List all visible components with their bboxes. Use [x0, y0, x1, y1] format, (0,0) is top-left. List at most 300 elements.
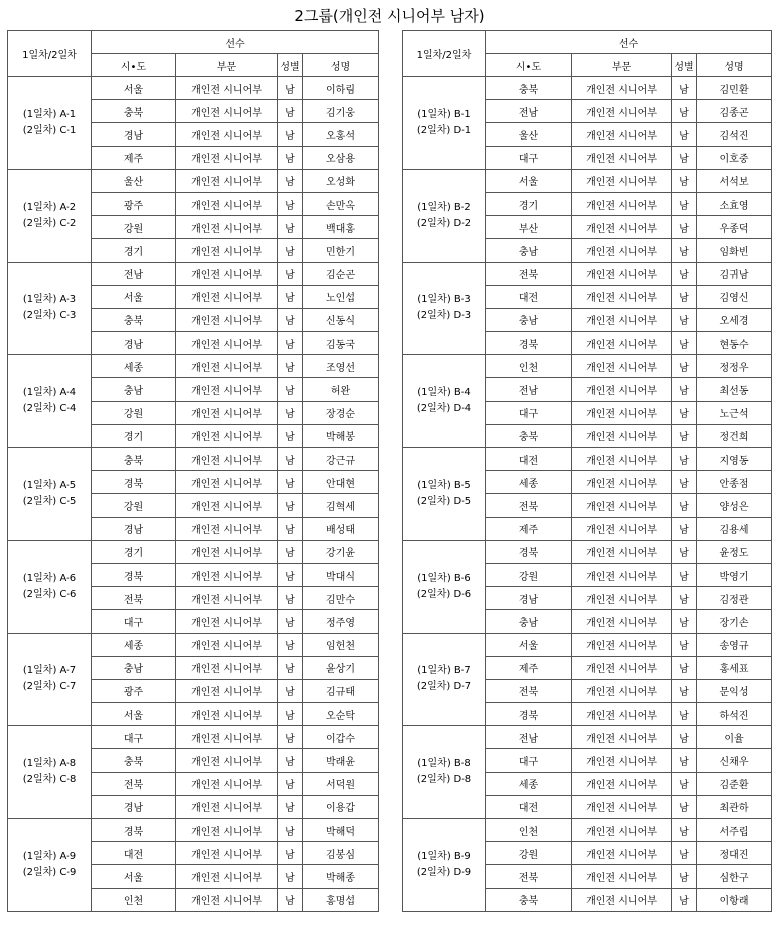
gender-cell: 남 [672, 285, 697, 308]
name-cell: 김혁세 [303, 494, 379, 517]
table-row [8, 77, 379, 100]
name-cell: 우종덕 [697, 216, 772, 239]
division-cell: 개인전 시니어부 [572, 587, 672, 610]
region-cell: 울산 [486, 123, 572, 146]
region-cell: 인천 [486, 819, 572, 842]
region-cell: 세종 [486, 471, 572, 494]
gender-cell: 남 [672, 262, 697, 285]
division-cell: 개인전 시니어부 [176, 703, 278, 726]
group-label-line: (1일차) A-2 [22, 201, 77, 213]
division-cell: 개인전 시니어부 [176, 401, 278, 424]
region-cell: 서울 [92, 77, 176, 100]
division-cell: 개인전 시니어부 [572, 633, 672, 656]
division-cell: 개인전 시니어부 [572, 517, 672, 540]
group-label-line: (1일차) B-5 [417, 479, 471, 491]
name-cell: 오세경 [697, 308, 772, 331]
group-label [8, 355, 92, 448]
group-label-line: (1일차) A-8 [22, 758, 77, 770]
gender-cell: 남 [672, 610, 697, 633]
region-cell: 세종 [92, 633, 176, 656]
region-cell: 경기 [92, 540, 176, 563]
name-cell: 심한구 [697, 865, 772, 888]
division-cell: 개인전 시니어부 [176, 656, 278, 679]
group-label [403, 448, 486, 541]
name-cell: 이하림 [303, 77, 379, 100]
division-cell: 개인전 시니어부 [572, 355, 672, 378]
region-cell: 대구 [92, 726, 176, 749]
region-cell: 강원 [486, 563, 572, 586]
division-cell: 개인전 시니어부 [572, 262, 672, 285]
gender-cell: 남 [672, 540, 697, 563]
name-header: 성명 [303, 54, 379, 77]
region-cell: 서울 [486, 633, 572, 656]
table-row [403, 726, 772, 749]
name-cell: 배성태 [303, 517, 379, 540]
name-cell: 홍세표 [697, 656, 772, 679]
group-label-line: (2일차) D-9 [416, 866, 472, 878]
gender-cell: 남 [278, 888, 303, 911]
region-cell: 전북 [92, 587, 176, 610]
gender-cell: 남 [672, 517, 697, 540]
division-cell: 개인전 시니어부 [572, 471, 672, 494]
name-cell: 김만수 [303, 587, 379, 610]
division-cell: 개인전 시니어부 [176, 216, 278, 239]
region-cell: 서울 [92, 703, 176, 726]
division-cell: 개인전 시니어부 [572, 146, 672, 169]
gender-cell: 남 [278, 656, 303, 679]
group-label-line: (1일차) A-4 [22, 387, 77, 399]
gender-cell: 남 [672, 726, 697, 749]
gender-cell: 남 [278, 703, 303, 726]
group-label-line: (2일차) C-6 [22, 588, 77, 600]
region-cell: 세종 [486, 772, 572, 795]
group-label-line: (1일차) B-7 [417, 665, 471, 677]
group-label-line: (1일차) B-3 [417, 294, 471, 306]
gender-cell: 남 [278, 563, 303, 586]
group-label-line: (2일차) D-3 [416, 310, 472, 322]
division-cell: 개인전 시니어부 [572, 726, 672, 749]
name-cell: 윤상기 [303, 656, 379, 679]
gender-cell: 남 [278, 308, 303, 331]
region-cell: 대전 [486, 285, 572, 308]
gender-cell: 남 [672, 563, 697, 586]
division-cell: 개인전 시니어부 [176, 888, 278, 911]
name-cell: 소효영 [697, 192, 772, 215]
region-cell: 대구 [486, 401, 572, 424]
division-header: 부문 [572, 54, 672, 77]
name-cell: 최선동 [697, 378, 772, 401]
group-label [403, 169, 486, 262]
name-cell: 박래윤 [303, 749, 379, 772]
gender-cell: 남 [278, 285, 303, 308]
division-cell: 개인전 시니어부 [572, 332, 672, 355]
gender-cell: 남 [278, 494, 303, 517]
division-cell: 개인전 시니어부 [572, 424, 672, 447]
name-cell: 오순탁 [303, 703, 379, 726]
name-cell: 홍명섭 [303, 888, 379, 911]
region-cell: 충남 [92, 656, 176, 679]
division-cell: 개인전 시니어부 [176, 332, 278, 355]
table-row [403, 262, 772, 285]
gender-cell: 남 [278, 726, 303, 749]
gender-cell: 남 [672, 100, 697, 123]
name-header: 성명 [697, 54, 772, 77]
gender-cell: 남 [672, 332, 697, 355]
name-cell: 허완 [303, 378, 379, 401]
group-label-line: (1일차) A-3 [22, 294, 77, 306]
division-cell: 개인전 시니어부 [176, 169, 278, 192]
division-cell: 개인전 시니어부 [572, 540, 672, 563]
region-cell: 강원 [92, 494, 176, 517]
player-header: 선수 [486, 31, 772, 54]
region-cell: 인천 [486, 355, 572, 378]
table-row [403, 540, 772, 563]
division-cell: 개인전 시니어부 [572, 656, 672, 679]
region-cell: 서울 [92, 285, 176, 308]
gender-cell: 남 [672, 448, 697, 471]
name-cell: 노근석 [697, 401, 772, 424]
region-cell: 전남 [486, 100, 572, 123]
name-cell: 김순곤 [303, 262, 379, 285]
gender-cell: 남 [672, 424, 697, 447]
gender-cell: 남 [672, 401, 697, 424]
group-label-line: (1일차) B-8 [417, 758, 471, 770]
page-title: 2그룹(개인전 시니어부 남자) [294, 7, 485, 25]
division-cell: 개인전 시니어부 [176, 285, 278, 308]
division-cell: 개인전 시니어부 [572, 123, 672, 146]
table-row [403, 819, 772, 842]
gender-cell: 남 [278, 448, 303, 471]
group-label [403, 77, 486, 170]
gender-cell: 남 [278, 424, 303, 447]
group-label-line: (2일차) D-2 [416, 217, 472, 229]
table-row [8, 633, 379, 656]
division-cell: 개인전 시니어부 [572, 865, 672, 888]
name-cell: 신채우 [697, 749, 772, 772]
name-cell: 김귀남 [697, 262, 772, 285]
division-cell: 개인전 시니어부 [176, 749, 278, 772]
region-cell: 울산 [92, 169, 176, 192]
name-cell: 박대식 [303, 563, 379, 586]
division-cell: 개인전 시니어부 [176, 819, 278, 842]
table-row [8, 355, 379, 378]
name-cell: 김영신 [697, 285, 772, 308]
gender-cell: 남 [278, 679, 303, 702]
region-cell: 제주 [486, 656, 572, 679]
region-cell: 전북 [486, 679, 572, 702]
division-cell: 개인전 시니어부 [572, 679, 672, 702]
name-cell: 김기웅 [303, 100, 379, 123]
region-cell: 부산 [486, 216, 572, 239]
name-cell: 김민환 [697, 77, 772, 100]
table-row [8, 169, 379, 192]
region-cell: 광주 [92, 192, 176, 215]
region-cell: 강원 [486, 842, 572, 865]
region-cell: 대구 [486, 146, 572, 169]
group-label-line: (1일차) B-1 [417, 108, 471, 120]
gender-cell: 남 [278, 378, 303, 401]
division-cell: 개인전 시니어부 [572, 610, 672, 633]
region-cell: 경북 [92, 563, 176, 586]
region-cell: 경북 [486, 703, 572, 726]
gender-cell: 남 [672, 633, 697, 656]
name-cell: 박해봉 [303, 424, 379, 447]
region-cell: 경북 [486, 332, 572, 355]
division-cell: 개인전 시니어부 [176, 587, 278, 610]
day-header: 1일차/2일차 [403, 31, 486, 77]
gender-cell: 남 [672, 239, 697, 262]
division-cell: 개인전 시니어부 [572, 819, 672, 842]
group-label-line: (2일차) C-7 [22, 681, 77, 693]
group-label [8, 77, 92, 170]
group-label-line: (2일차) D-6 [416, 588, 472, 600]
group-label-line: (2일차) C-2 [22, 217, 77, 229]
name-cell: 안종점 [697, 471, 772, 494]
name-cell: 손만옥 [303, 192, 379, 215]
gender-cell: 남 [278, 239, 303, 262]
gender-cell: 남 [278, 262, 303, 285]
region-cell: 서울 [92, 865, 176, 888]
group-label [403, 540, 486, 633]
group-label-line: (1일차) A-5 [22, 479, 77, 491]
region-cell: 세종 [92, 355, 176, 378]
gender-cell: 남 [278, 749, 303, 772]
gender-cell: 남 [672, 77, 697, 100]
division-cell: 개인전 시니어부 [572, 842, 672, 865]
name-cell: 장경순 [303, 401, 379, 424]
gender-header: 성별 [278, 54, 303, 77]
division-cell: 개인전 시니어부 [572, 494, 672, 517]
region-cell: 충북 [486, 888, 572, 911]
name-cell: 이항래 [697, 888, 772, 911]
name-cell: 임헌천 [303, 633, 379, 656]
bracket-table-left [7, 30, 379, 912]
name-cell: 노인섭 [303, 285, 379, 308]
name-cell: 오성화 [303, 169, 379, 192]
region-cell: 충북 [92, 100, 176, 123]
gender-cell: 남 [278, 332, 303, 355]
gender-cell: 남 [672, 123, 697, 146]
division-cell: 개인전 시니어부 [176, 540, 278, 563]
division-cell: 개인전 시니어부 [572, 401, 672, 424]
region-cell: 충북 [92, 308, 176, 331]
gender-cell: 남 [672, 819, 697, 842]
gender-cell: 남 [672, 494, 697, 517]
gender-cell: 남 [278, 123, 303, 146]
division-cell: 개인전 시니어부 [176, 563, 278, 586]
group-label-line: (2일차) D-7 [416, 681, 472, 693]
group-label-line: (2일차) D-4 [416, 403, 472, 415]
division-cell: 개인전 시니어부 [572, 888, 672, 911]
division-cell: 개인전 시니어부 [176, 192, 278, 215]
region-cell: 대구 [486, 749, 572, 772]
table-row [403, 448, 772, 471]
name-cell: 송영규 [697, 633, 772, 656]
group-label-line: (2일차) C-8 [22, 774, 77, 786]
division-cell: 개인전 시니어부 [572, 239, 672, 262]
group-label [403, 262, 486, 355]
division-cell: 개인전 시니어부 [176, 772, 278, 795]
gender-header: 성별 [672, 54, 697, 77]
division-cell: 개인전 시니어부 [176, 726, 278, 749]
gender-cell: 남 [672, 865, 697, 888]
division-cell: 개인전 시니어부 [176, 424, 278, 447]
division-cell: 개인전 시니어부 [176, 517, 278, 540]
region-cell: 충북 [486, 424, 572, 447]
gender-cell: 남 [672, 378, 697, 401]
region-cell: 전남 [92, 262, 176, 285]
group-label [8, 819, 92, 912]
name-cell: 정정우 [697, 355, 772, 378]
group-label-line: (1일차) B-6 [417, 572, 471, 584]
gender-cell: 남 [672, 703, 697, 726]
group-label-line: (1일차) B-2 [417, 201, 471, 213]
region-cell: 경북 [92, 819, 176, 842]
region-cell: 제주 [486, 517, 572, 540]
division-cell: 개인전 시니어부 [572, 749, 672, 772]
division-cell: 개인전 시니어부 [176, 262, 278, 285]
gender-cell: 남 [278, 216, 303, 239]
group-label-line: (2일차) C-4 [22, 403, 77, 415]
name-cell: 박영기 [697, 563, 772, 586]
gender-cell: 남 [278, 169, 303, 192]
gender-cell: 남 [278, 517, 303, 540]
division-cell: 개인전 시니어부 [176, 77, 278, 100]
name-cell: 김봉심 [303, 842, 379, 865]
name-cell: 백대홍 [303, 216, 379, 239]
gender-cell: 남 [672, 192, 697, 215]
region-cell: 경기 [92, 424, 176, 447]
gender-cell: 남 [672, 656, 697, 679]
division-cell: 개인전 시니어부 [572, 772, 672, 795]
name-cell: 김용세 [697, 517, 772, 540]
table-row [8, 540, 379, 563]
group-label-line: (1일차) B-4 [417, 387, 471, 399]
name-cell: 이율 [697, 726, 772, 749]
group-label-line: (2일차) D-1 [416, 124, 472, 136]
division-cell: 개인전 시니어부 [176, 100, 278, 123]
region-cell: 경남 [92, 795, 176, 818]
table-row [403, 169, 772, 192]
region-cell: 전남 [486, 378, 572, 401]
region-cell: 인천 [92, 888, 176, 911]
region-cell: 대전 [486, 795, 572, 818]
region-cell: 광주 [92, 679, 176, 702]
region-cell: 충남 [486, 239, 572, 262]
gender-cell: 남 [278, 355, 303, 378]
division-cell: 개인전 시니어부 [572, 216, 672, 239]
name-cell: 윤정도 [697, 540, 772, 563]
region-cell: 대전 [92, 842, 176, 865]
division-cell: 개인전 시니어부 [176, 633, 278, 656]
gender-cell: 남 [672, 842, 697, 865]
division-cell: 개인전 시니어부 [572, 77, 672, 100]
group-label-line: (1일차) A-1 [22, 108, 77, 120]
region-header: 시•도 [92, 54, 176, 77]
gender-cell: 남 [278, 100, 303, 123]
gender-cell: 남 [278, 587, 303, 610]
division-cell: 개인전 시니어부 [176, 355, 278, 378]
division-cell: 개인전 시니어부 [176, 308, 278, 331]
region-cell: 전북 [486, 494, 572, 517]
group-label [8, 448, 92, 541]
division-cell: 개인전 시니어부 [176, 378, 278, 401]
name-cell: 민한기 [303, 239, 379, 262]
name-cell: 지영동 [697, 448, 772, 471]
gender-cell: 남 [672, 679, 697, 702]
gender-cell: 남 [672, 146, 697, 169]
gender-cell: 남 [672, 888, 697, 911]
gender-cell: 남 [672, 308, 697, 331]
division-cell: 개인전 시니어부 [572, 192, 672, 215]
gender-cell: 남 [278, 610, 303, 633]
division-cell: 개인전 시니어부 [176, 123, 278, 146]
name-cell: 이호중 [697, 146, 772, 169]
player-header: 선수 [92, 31, 379, 54]
group-label-line: (2일차) D-8 [416, 774, 472, 786]
region-header: 시•도 [486, 54, 572, 77]
region-cell: 경북 [486, 540, 572, 563]
name-cell: 최관하 [697, 795, 772, 818]
division-cell: 개인전 시니어부 [176, 610, 278, 633]
gender-cell: 남 [672, 471, 697, 494]
region-cell: 대구 [92, 610, 176, 633]
name-cell: 김규태 [303, 679, 379, 702]
name-cell: 오삼용 [303, 146, 379, 169]
division-cell: 개인전 시니어부 [572, 563, 672, 586]
gender-cell: 남 [672, 772, 697, 795]
region-cell: 전북 [92, 772, 176, 795]
bracket-table-right [402, 30, 772, 912]
gender-cell: 남 [672, 749, 697, 772]
name-cell: 이갑수 [303, 726, 379, 749]
name-cell: 장기손 [697, 610, 772, 633]
region-cell: 전북 [486, 865, 572, 888]
gender-cell: 남 [278, 772, 303, 795]
region-cell: 전북 [486, 262, 572, 285]
group-label-line: (1일차) B-9 [417, 850, 471, 862]
gender-cell: 남 [672, 587, 697, 610]
gender-cell: 남 [672, 216, 697, 239]
region-cell: 서울 [486, 169, 572, 192]
region-cell: 전남 [486, 726, 572, 749]
gender-cell: 남 [278, 540, 303, 563]
name-cell: 이용갑 [303, 795, 379, 818]
division-cell: 개인전 시니어부 [176, 146, 278, 169]
division-cell: 개인전 시니어부 [572, 448, 672, 471]
gender-cell: 남 [278, 795, 303, 818]
gender-cell: 남 [672, 795, 697, 818]
division-cell: 개인전 시니어부 [176, 239, 278, 262]
name-cell: 안대현 [303, 471, 379, 494]
name-cell: 김종곤 [697, 100, 772, 123]
region-cell: 경남 [92, 332, 176, 355]
gender-cell: 남 [278, 192, 303, 215]
name-cell: 강근규 [303, 448, 379, 471]
division-cell: 개인전 시니어부 [572, 703, 672, 726]
group-label-line: (1일차) A-9 [22, 850, 77, 862]
group-label [403, 355, 486, 448]
gender-cell: 남 [278, 842, 303, 865]
group-label [8, 726, 92, 819]
group-label [8, 262, 92, 355]
division-cell: 개인전 시니어부 [176, 679, 278, 702]
name-cell: 현동수 [697, 332, 772, 355]
division-cell: 개인전 시니어부 [176, 494, 278, 517]
region-cell: 경남 [92, 123, 176, 146]
division-cell: 개인전 시니어부 [572, 169, 672, 192]
table-row [8, 448, 379, 471]
